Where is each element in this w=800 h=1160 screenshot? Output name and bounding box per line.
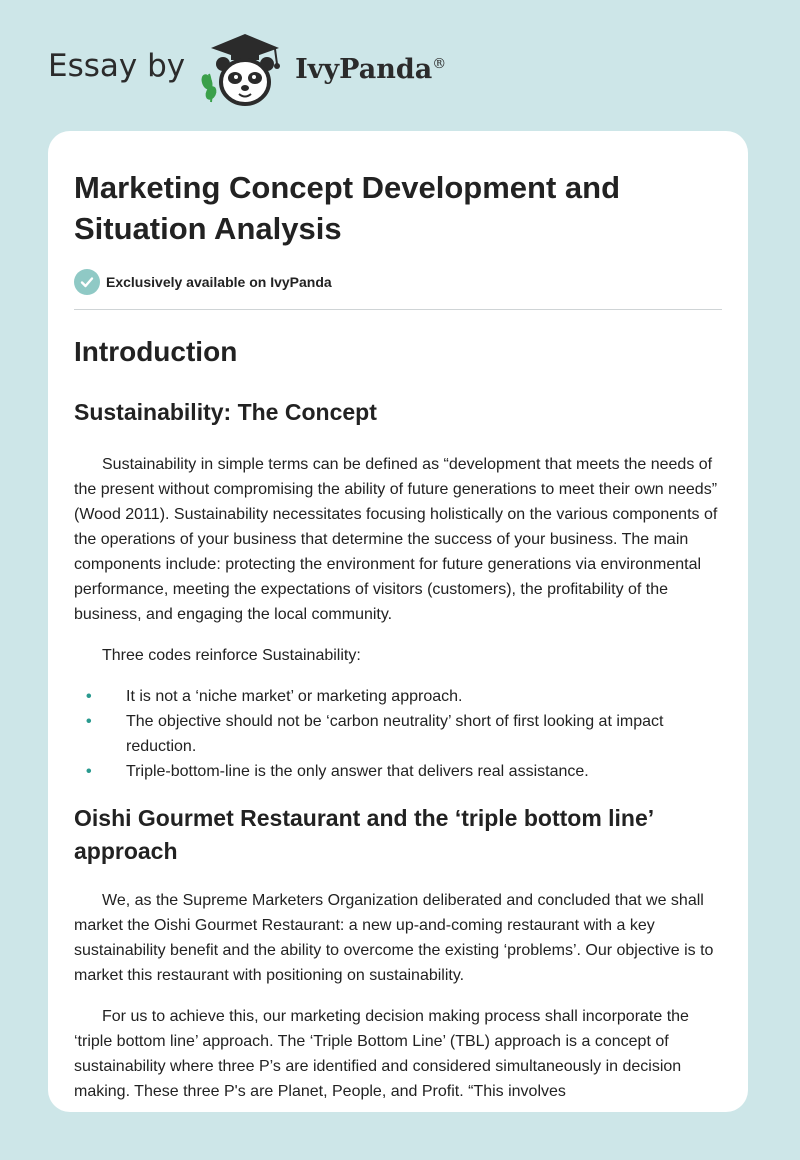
check-icon: [74, 269, 100, 295]
essay-card: [48, 131, 748, 1112]
exclusive-badge: [74, 269, 722, 295]
exclusive-badge-label: Exclusively available on IvyPanda: [106, 274, 332, 290]
brand-name[interactable]: [295, 54, 446, 85]
subheading-oishi-tbl: Oishi Gourmet Restaurant and the ‘triple bottom line’ approach: [74, 805, 653, 864]
paragraph: Three codes reinforce Sustainability:: [102, 647, 361, 664]
bullet-list: [74, 684, 722, 784]
essay-by-label: Essay by: [48, 48, 186, 84]
registered-mark: ®: [432, 55, 447, 72]
paragraph: Sustainability in simple terms can be defined as “development that meets the needs of the present without compromising the ability of future generations to meet their own needs” (Wood 2011). Sustainability necessitates focusing holistically on the various components of the operations of your business that determine the success of your business. The main components include: protecting the environment for future generations via environmental performance, meeting the expectations of visitors (customers), the profitability of the business, and engaging the local community.: [74, 456, 718, 623]
list-item: • Triple-bottom-line is the only answer that delivers real assistance.: [74, 759, 722, 784]
subheading-sustainability: Sustainability: The Concept: [74, 399, 377, 425]
section-heading-introduction: Introduction: [74, 336, 238, 367]
paragraph: For us to achieve this, our marketing decision making process shall incorporate the ‘triple bottom line’ approach. The ‘Triple Bottom Line’ (TBL) approach is a concept of sustainability where three P’s are identified and considered simultaneously in decision making. These three P's are Planet, People, and Profit. “This involves: [74, 1008, 689, 1100]
paragraph: We, as the Supreme Marketers Organization deliberated and concluded that we shall market the Oishi Gourmet Restaurant: a new up-and-coming restaurant with a key sustainability benefit and the ability to overcome the existing ‘problems’. Our objective is to market this restaurant with positioning on sustainability.: [74, 892, 714, 984]
site-header: [48, 30, 446, 110]
panda-logo-icon[interactable]: [199, 30, 291, 110]
brand-label: IvyPanda: [295, 53, 433, 85]
panda-icon: [216, 57, 274, 104]
list-item: • It is not a ‘niche market’ or marketing approach.: [74, 684, 722, 709]
divider: [74, 309, 722, 310]
ivy-leaf-icon: [200, 73, 219, 102]
list-item: • The objective should not be ‘carbon neutrality’ short of first looking at impact reduction.: [74, 709, 722, 759]
page-title: Marketing Concept Development and Situation Analysis: [74, 170, 621, 246]
